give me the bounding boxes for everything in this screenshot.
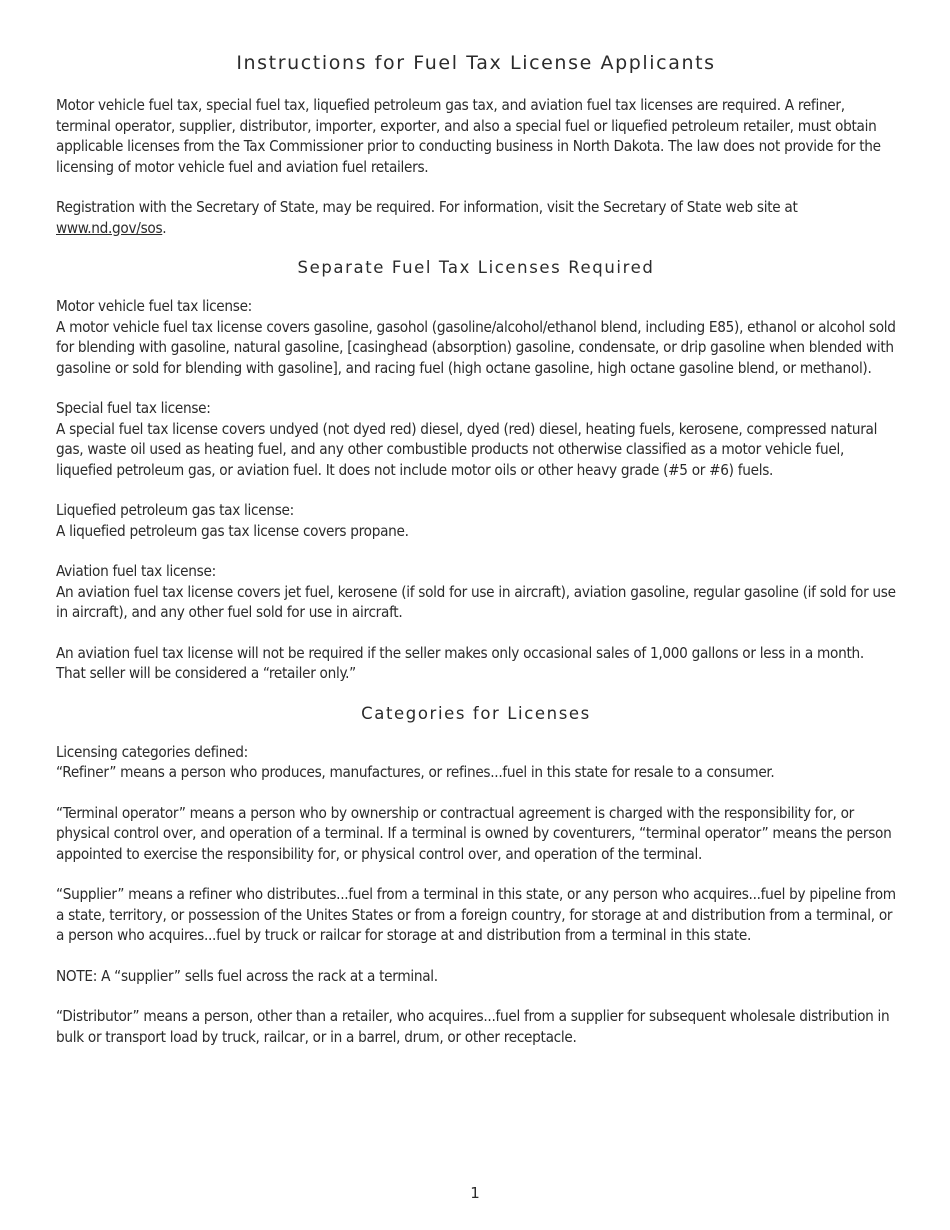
section-heading-categories: Categories for Licenses bbox=[361, 703, 591, 723]
lpg-license-paragraph bbox=[56, 500, 896, 541]
refiner-definition-paragraph bbox=[56, 742, 896, 783]
registration-end: . bbox=[162, 218, 167, 237]
secretary-of-state-link[interactable]: www.nd.gov/sos bbox=[56, 218, 163, 237]
registration-paragraph bbox=[56, 197, 896, 238]
special-fuel-license-label: Special fuel tax license: bbox=[56, 399, 211, 417]
registration-text: Registration with the Secretary of State, may be required. For information, visit the Secretary of State web site at bbox=[56, 198, 798, 216]
lpg-license-label: Liquefied petroleum gas tax license: bbox=[56, 501, 294, 519]
motor-vehicle-license-text: A motor vehicle fuel tax license covers gasoline, gasohol (gasoline/alcohol/ethanol blend, including E85), ethanol or alcohol sold for blending with gasoline, natural gasoline, [casinghead (absorption) gasoline, condensate, or drip gasoline when blended with gasoline or sold for blending with gasoline], and racing fuel (high octane gasoline, high octane gasoline blend, or methanol). bbox=[56, 317, 896, 377]
distributor-definition: “Distributor” means a person, other than a retailer, who acquires...fuel from a supplier for subsequent wholesale distribution in bulk or transport load by truck, railcar, or in a barrel, drum, or other receptacle. bbox=[56, 1007, 890, 1046]
lpg-license-text: A liquefied petroleum gas tax license covers propane. bbox=[56, 521, 409, 540]
aviation-exception-paragraph: An aviation fuel tax license will not be required if the seller makes only occasional sales of 1,000 gallons or less in a month. That seller will be considered a “retailer only.” bbox=[56, 643, 864, 682]
special-fuel-license-paragraph bbox=[56, 398, 896, 480]
aviation-license-label: Aviation fuel tax license: bbox=[56, 562, 216, 580]
supplier-definition: “Supplier” means a refiner who distributes...fuel from a terminal in this state, or any person who acquires...fuel by pipeline from a state, territory, or possession of the Unites States or from a foreign country, for storage at and distribution from a terminal, or a person who acquires...fuel by truck or railcar for storage at and distribution from a terminal in this state. bbox=[56, 885, 896, 944]
motor-vehicle-license-paragraph bbox=[56, 296, 896, 378]
terminal-operator-definition: “Terminal operator” means a person who by ownership or contractual agreement is charged with the responsibility for, or physical control over, and operation of a terminal. If a terminal is owned by coventurers, “terminal operator” means the person appointed to exercise the responsibility for, or physical control over, and operation of the terminal. bbox=[56, 803, 892, 863]
aviation-license-text: An aviation fuel tax license covers jet fuel, kerosene (if sold for use in aircraft), aviation gasoline, regular gasoline (if sold for use in aircraft), and any other fuel sold for use in aircraft. bbox=[56, 582, 896, 621]
special-fuel-license-text: A special fuel tax license covers undyed (not dyed red) diesel, dyed (red) diesel, heating fuels, kerosene, compressed natural gas, waste oil used as heating fuel, and any other combustible products not otherwise classified as a motor vehicle fuel, liquefied petroleum gas, or aviation fuel. It does not include motor oils or other heavy grade (#5 or #6) fuels. bbox=[56, 419, 878, 479]
supplier-note: NOTE: A “supplier” sells fuel across the rack at a terminal. bbox=[56, 966, 438, 985]
page-number: 1 bbox=[470, 1184, 480, 1202]
refiner-definition: “Refiner” means a person who produces, manufactures, or refines...fuel in this state for resale to a consumer. bbox=[56, 763, 775, 781]
section-heading-separate-licenses: Separate Fuel Tax Licenses Required bbox=[297, 258, 655, 277]
motor-vehicle-license-label: Motor vehicle fuel tax license: bbox=[56, 297, 252, 315]
intro-paragraph: Motor vehicle fuel tax, special fuel tax, liquefied petroleum gas tax, and aviation fuel tax licenses are required. A refiner, terminal operator, supplier, distributor, importer, exporter, and also a special fuel or liquefied petroleum retailer, must obtain applicable licenses from the Tax Commissioner prior to conducting business in North Dakota. The law does not provide for the licensing of motor vehicle fuel and aviation fuel retailers. bbox=[56, 96, 881, 176]
page-title: Instructions for Fuel Tax License Applicants bbox=[236, 52, 716, 74]
categories-defined-label: Licensing categories defined: bbox=[56, 742, 248, 761]
document-body bbox=[56, 50, 896, 1067]
aviation-license-paragraph bbox=[56, 561, 896, 623]
